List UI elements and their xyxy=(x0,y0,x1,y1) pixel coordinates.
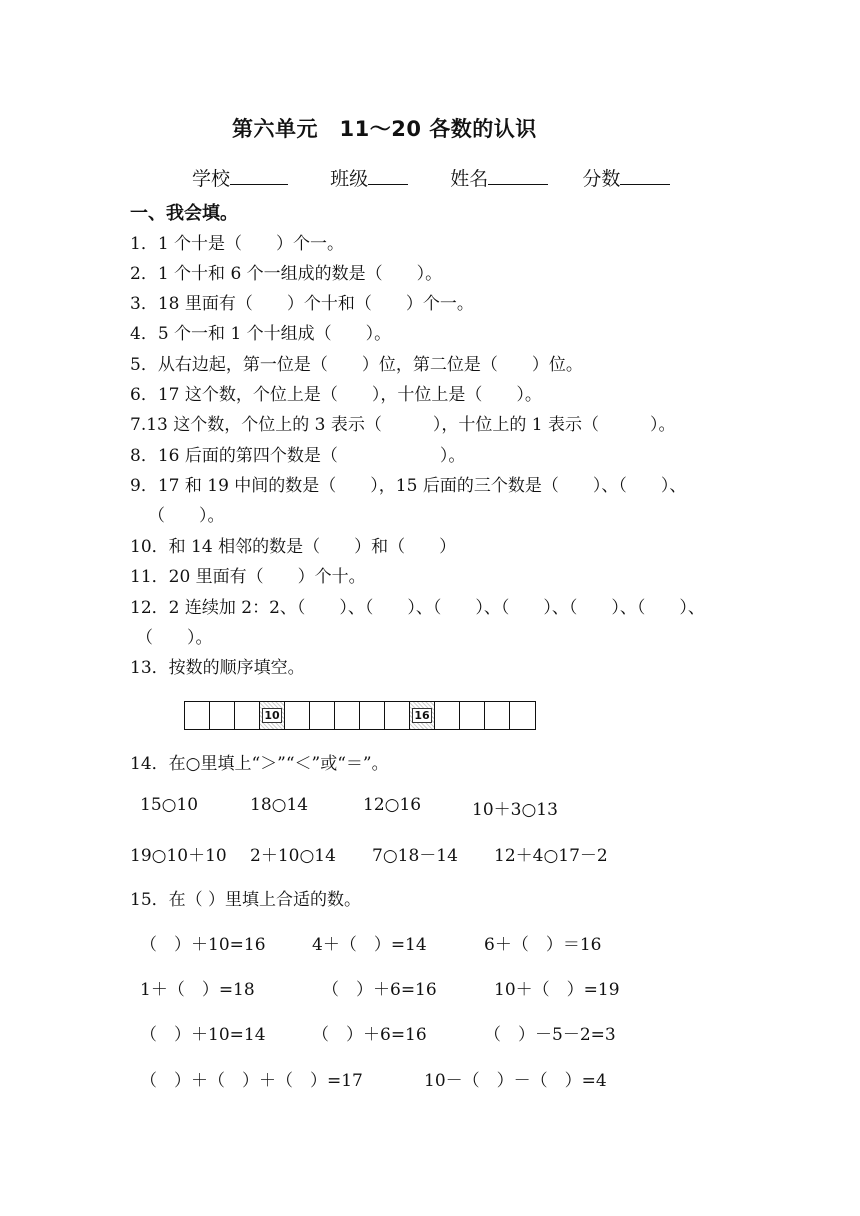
grid-cell-blank[interactable] xyxy=(210,702,235,729)
section-heading: 一、我会填。 xyxy=(130,203,238,224)
grid-cell-blank[interactable] xyxy=(285,702,310,729)
number-sequence-grid xyxy=(184,701,536,730)
question-14: 14．在○里填上“＞”“＜”或“＝”。 xyxy=(130,754,389,774)
fill-item: （ ）＋6=16 xyxy=(322,980,437,1000)
name-blank[interactable] xyxy=(488,166,548,185)
question-11: 11．20 里面有（ ）个十。 xyxy=(130,567,366,587)
school-blank[interactable] xyxy=(230,166,288,185)
grid-cell-blank[interactable] xyxy=(435,702,460,729)
grid-cell-given xyxy=(260,702,285,729)
compare-item: 12○16 xyxy=(363,795,422,815)
name-label: 姓名 xyxy=(450,168,489,190)
fill-item: 10＋（ ）=19 xyxy=(494,980,620,1000)
compare-item: 18○14 xyxy=(250,795,309,815)
fill-item: 6＋（ ）＝16 xyxy=(484,935,602,955)
grid-cell-blank[interactable] xyxy=(335,702,360,729)
grid-cell-number: 10 xyxy=(264,709,280,722)
compare-item: 12＋4○17－2 xyxy=(494,846,608,866)
grid-cell-blank[interactable] xyxy=(510,702,535,729)
fill-item: 1＋（ ）=18 xyxy=(140,980,255,1000)
fill-item: （ ）＋10=16 xyxy=(140,935,266,955)
fill-item: （ ）＋10=14 xyxy=(140,1025,266,1045)
student-info-row xyxy=(192,164,670,191)
grid-cell-blank[interactable] xyxy=(310,702,335,729)
grid-cell-blank[interactable] xyxy=(360,702,385,729)
fill-item: （ ）＋6=16 xyxy=(312,1025,427,1045)
question-2: 2．1 个十和 6 个一组成的数是（ ）。 xyxy=(130,264,443,284)
compare-item: 2＋10○14 xyxy=(250,846,336,866)
question-3: 3．18 里面有（ ）个十和（ ）个一。 xyxy=(130,294,474,314)
question-7: 7.13 这个数，个位上的 3 表示（ ），十位上的 1 表示（ ）。 xyxy=(130,415,676,435)
question-10: 10．和 14 相邻的数是（ ）和（ ） xyxy=(130,537,457,557)
fill-item: （ ）＋（ ）＋（ ）=17 xyxy=(140,1071,363,1091)
compare-item: 15○10 xyxy=(140,795,199,815)
class-blank[interactable] xyxy=(368,166,408,185)
grid-cell-blank[interactable] xyxy=(235,702,260,729)
grid-cell-given xyxy=(410,702,435,729)
compare-item: 19○10＋10 xyxy=(130,846,227,866)
fill-item: 4＋（ ）=14 xyxy=(312,935,427,955)
question-6: 6．17 这个数，个位上是（ ），十位上是（ ）。 xyxy=(130,385,542,405)
question-9-continued: （ ）。 xyxy=(148,506,225,526)
worksheet-title: 第六单元 11～20 各数的认识 xyxy=(232,117,537,141)
grid-cell-blank[interactable] xyxy=(185,702,210,729)
score-blank[interactable] xyxy=(620,166,670,185)
question-9: 9．17 和 19 中间的数是（ ），15 后面的三个数是（ ）、（ ）、 xyxy=(130,476,687,496)
score-label: 分数 xyxy=(582,168,621,190)
compare-item: 7○18－14 xyxy=(372,846,458,866)
question-1: 1．1 个十是（ ）个一。 xyxy=(130,234,345,254)
question-4: 4．5 个一和 1 个十组成（ ）。 xyxy=(130,324,392,344)
question-12: 12．2 连续加 2：2、（ ）、（ ）、（ ）、（ ）、（ ）、（ ）、 xyxy=(130,598,705,618)
question-15: 15．在（ ）里填上合适的数。 xyxy=(130,890,362,910)
question-12-continued: （ ）。 xyxy=(136,628,213,648)
class-label: 班级 xyxy=(330,168,369,190)
grid-cell-blank[interactable] xyxy=(385,702,410,729)
question-5: 5．从右边起，第一位是（ ）位，第二位是（ ）位。 xyxy=(130,355,583,375)
grid-cell-blank[interactable] xyxy=(485,702,510,729)
compare-item: 10＋3○13 xyxy=(472,800,558,820)
grid-cell-number: 16 xyxy=(414,709,430,722)
question-13: 13．按数的顺序填空。 xyxy=(130,658,305,678)
school-label: 学校 xyxy=(192,168,231,190)
fill-item: 10－（ ）－（ ）=4 xyxy=(424,1071,607,1091)
fill-item: （ ）－5－2=3 xyxy=(484,1025,616,1045)
question-8: 8．16 后面的第四个数是（ ）。 xyxy=(130,446,466,466)
grid-cell-blank[interactable] xyxy=(460,702,485,729)
